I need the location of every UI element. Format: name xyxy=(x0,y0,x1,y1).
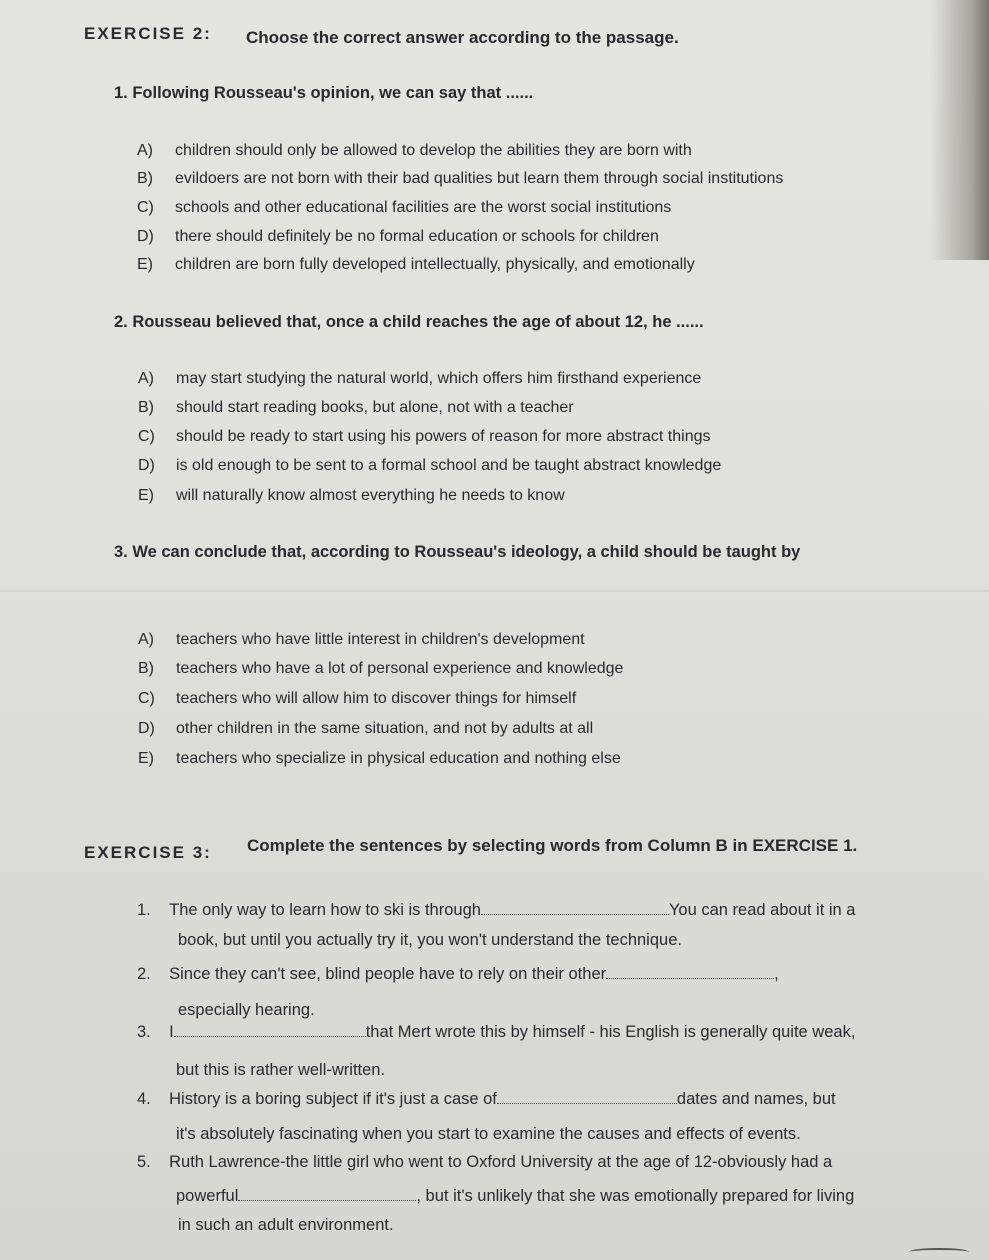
option-letter: D) xyxy=(137,228,154,245)
answer-blank-2[interactable] xyxy=(606,964,774,979)
sentence-3-line-2: but this is rather well-written. xyxy=(176,1061,386,1079)
q3-option-d xyxy=(138,720,593,738)
q3-option-b xyxy=(138,660,623,678)
q1-option-d xyxy=(137,228,659,246)
exercise3-instruction: Complete the sentences by selecting words from Column B in EXERCISE 1. xyxy=(247,836,858,855)
q1-option-e xyxy=(137,256,695,274)
option-text: schools and other educational facilities are the worst social institutions xyxy=(175,199,672,216)
sentence-number: 1. xyxy=(137,901,151,919)
sentence-5-line-1 xyxy=(137,1153,832,1172)
sentence-text: Since they can't see, blind people have to rely on their other xyxy=(169,965,607,983)
sentence-text: Ruth Lawrence-the little girl who went to Oxford University at the age of 12-obviously had a xyxy=(169,1153,833,1171)
option-letter: A) xyxy=(137,142,153,159)
paper-fold xyxy=(0,590,989,592)
q2-option-c xyxy=(138,428,711,446)
option-letter: A) xyxy=(138,370,154,387)
sentence-number: 2. xyxy=(137,965,151,983)
q1-option-a xyxy=(137,142,692,160)
option-letter: E) xyxy=(138,750,154,767)
sentence-number: 3. xyxy=(137,1023,151,1041)
option-text: teachers who have little interest in children's development xyxy=(176,631,585,648)
sentence-2-line-2: especially hearing. xyxy=(178,1001,315,1019)
sentence-4-line-2: it's absolutely fascinating when you start to examine the causes and effects of events. xyxy=(176,1125,801,1143)
sentence-text: You can read about it in a xyxy=(668,901,856,919)
sentence-text: , but it's unlikely that she was emotionally prepared for living xyxy=(416,1187,855,1205)
option-text: should start reading books, but alone, not with a teacher xyxy=(176,399,574,416)
q1-option-c xyxy=(137,199,671,217)
q1-option-b xyxy=(137,170,783,188)
q2-option-e xyxy=(138,487,565,505)
option-letter: C) xyxy=(138,428,155,445)
option-text: evildoers are not born with their bad qualities but learn them through social institutions xyxy=(175,170,784,187)
option-text: there should definitely be no formal education or schools for children xyxy=(175,228,659,245)
option-text: will naturally know almost everything he needs to know xyxy=(176,487,565,504)
sentence-text: that Mert wrote this by himself - his English is generally quite weak, xyxy=(365,1023,856,1041)
exercise3-label: EXERCISE 3: xyxy=(84,843,212,862)
q2-option-a xyxy=(138,370,701,388)
answer-blank-3[interactable] xyxy=(174,1022,366,1037)
option-letter: A) xyxy=(138,631,154,648)
answer-blank-4[interactable] xyxy=(497,1089,677,1104)
option-text: children should only be allowed to develop the abilities they are born with xyxy=(175,142,692,159)
option-letter: B) xyxy=(138,399,154,416)
sentence-1-line-1 xyxy=(137,900,855,920)
sentence-text: The only way to learn how to ski is through xyxy=(169,901,481,919)
option-letter: C) xyxy=(137,199,154,216)
option-text: should be ready to start using his powers of reason for more abstract things xyxy=(176,428,711,445)
question-3: 3. We can conclude that, according to Rousseau's ideology, a child should be taught by xyxy=(114,543,801,561)
sentence-text: I xyxy=(169,1023,174,1041)
sentence-4-line-1 xyxy=(137,1089,836,1109)
question-2: 2. Rousseau believed that, once a child reaches the age of about 12, he ...... xyxy=(114,313,704,331)
sentence-number: 4. xyxy=(137,1090,151,1108)
q3-option-a xyxy=(138,631,585,649)
answer-blank-5[interactable] xyxy=(238,1186,416,1201)
sentence-3-line-1 xyxy=(137,1022,855,1042)
page-shadow xyxy=(929,0,989,260)
option-text: may start studying the natural world, which offers him firsthand experience xyxy=(176,370,702,387)
option-text: other children in the same situation, and not by adults at all xyxy=(176,720,594,737)
q3-option-e xyxy=(138,750,621,768)
sentence-number: 5. xyxy=(137,1153,151,1171)
option-letter: B) xyxy=(137,170,153,187)
option-letter: C) xyxy=(138,690,155,707)
sentence-text: , xyxy=(774,965,779,983)
sentence-5-line-3: in such an adult environment. xyxy=(178,1216,394,1234)
q3-option-c xyxy=(138,690,576,708)
option-letter: E) xyxy=(138,487,154,504)
q2-option-b xyxy=(138,399,574,417)
option-text: teachers who have a lot of personal experience and knowledge xyxy=(176,660,624,677)
option-text: teachers who will allow him to discover things for himself xyxy=(176,690,577,707)
option-letter: E) xyxy=(137,256,153,273)
exercise2-instruction: Choose the correct answer according to the passage. xyxy=(246,28,679,47)
question-1: 1. Following Rousseau's opinion, we can say that ...... xyxy=(114,84,534,102)
exercise2-label: EXERCISE 2: xyxy=(84,24,212,43)
option-text: children are born fully developed intellectually, physically, and emotionally xyxy=(175,256,695,273)
sentence-1-line-2: book, but until you actually try it, you won't understand the technique. xyxy=(178,931,682,949)
option-text: teachers who specialize in physical education and nothing else xyxy=(176,750,621,767)
sentence-text: powerful xyxy=(176,1187,239,1205)
sentence-text: History is a boring subject if it's just a case of xyxy=(169,1090,497,1108)
sentence-2-line-1 xyxy=(137,964,779,984)
option-letter: D) xyxy=(138,457,155,474)
option-letter: B) xyxy=(138,660,154,677)
sentence-text: dates and names, but xyxy=(676,1090,836,1108)
option-letter: D) xyxy=(138,720,155,737)
q2-option-d xyxy=(138,457,721,475)
sentence-5-line-2 xyxy=(176,1186,854,1206)
page-corner-mark xyxy=(909,1248,969,1256)
option-text: is old enough to be sent to a formal school and be taught abstract knowledge xyxy=(176,457,722,474)
answer-blank-1[interactable] xyxy=(481,900,669,915)
